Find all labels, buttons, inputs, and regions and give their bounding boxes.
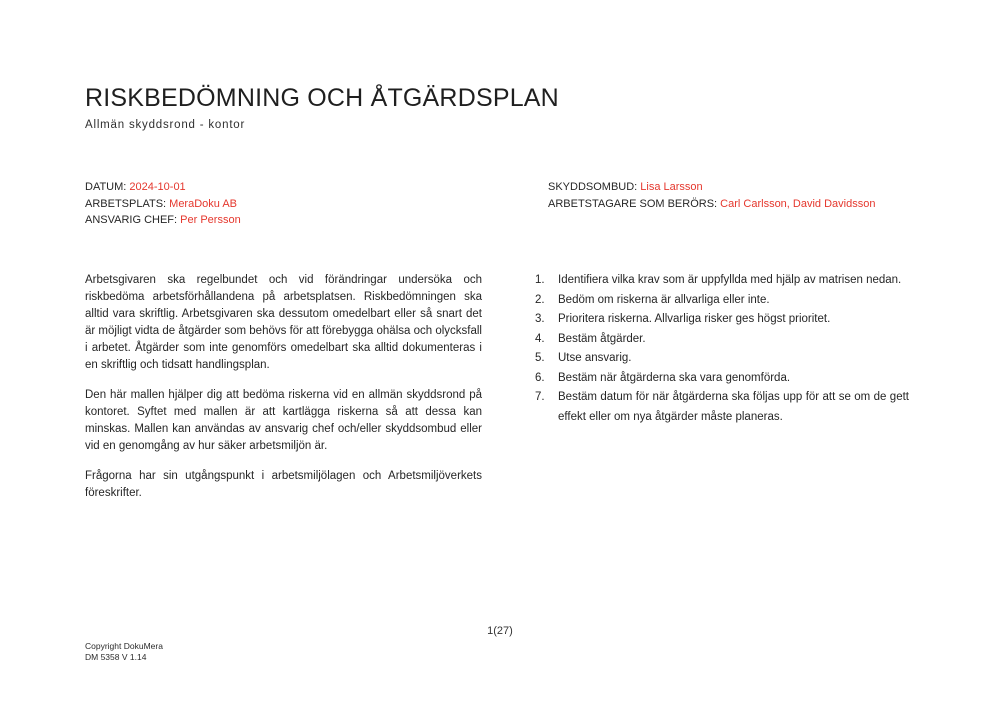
list-item	[535, 369, 909, 389]
field-arbetstagare-value: Carl Carlsson, David Davidsson	[720, 197, 876, 210]
field-ansvarig-chef-value: Per Persson	[180, 214, 241, 226]
list-item-text: Identifiera vilka krav som är uppfyllda med hjälp av matrisen nedan.	[558, 274, 902, 286]
list-item	[535, 310, 909, 330]
meta-fields-left	[85, 179, 241, 229]
list-item-text: Bestäm datum för när åtgärderna ska följas upp för att se om de gett effekt eller om nya åtgärder måste planeras.	[558, 391, 909, 423]
field-arbetsplats	[85, 196, 241, 213]
field-skyddsombud-label: SKYDDSOMBUD:	[548, 181, 641, 193]
intro-paragraph: Frågorna har sin utgångspunkt i arbetsmiljölagen och Arbetsmiljöverkets föreskrifter.	[85, 470, 482, 499]
copyright-line: Copyright DokuMera	[85, 641, 163, 651]
field-datum	[85, 179, 241, 196]
list-item-text: Utse ansvarig.	[558, 352, 632, 364]
instructions-list	[535, 271, 909, 427]
list-item-number: 5.	[535, 352, 545, 364]
field-arbetsplats-value: MeraDoku AB	[169, 197, 238, 210]
list-item-text: Bestäm åtgärder.	[558, 332, 646, 345]
list-item-number: 6.	[535, 371, 545, 384]
list-item-number: 3.	[535, 313, 545, 325]
intro-paragraph: Den här mallen hjälper dig att bedöma riskerna vid en allmän skyddsrond på kontoret. Syftet med mallen är att kartlägga riskerna så att dessa kan minskas. Mallen kan användas av ansvarig chef och/eller skyddsombud eller vid en genomgång av hur säker arbetsmiljön är.	[85, 389, 482, 452]
document-subtitle: Allmän skyddsrond - kontor	[85, 119, 246, 131]
list-item-number: 7.	[535, 391, 545, 403]
list-item-text: Bedöm om riskerna är allvarliga eller inte.	[558, 293, 770, 306]
list-item-number: 4.	[535, 332, 545, 345]
field-arbetstagare	[548, 196, 875, 213]
list-item-number: 1.	[535, 274, 545, 286]
field-ansvarig-chef-label: ANSVARIG CHEF:	[85, 214, 181, 226]
field-arbetstagare-label: ARBETSTAGARE SOM BERÖRS:	[548, 197, 721, 210]
list-item	[535, 330, 909, 350]
copyright-block	[85, 641, 163, 663]
list-item-number: 2.	[535, 293, 545, 306]
list-item	[535, 388, 909, 427]
meta-fields-right	[548, 179, 875, 212]
field-skyddsombud-value: Lisa Larsson	[640, 181, 703, 193]
field-skyddsombud	[548, 179, 875, 196]
list-item-text: Bestäm när åtgärderna ska vara genomförda.	[558, 371, 791, 384]
field-datum-value: 2024-10-01	[129, 181, 186, 193]
list-item	[535, 291, 909, 311]
document-version: DM 5358 V 1.14	[85, 652, 147, 662]
field-ansvarig-chef	[85, 212, 241, 229]
document-title: RISKBEDÖMNING OCH ÅTGÄRDSPLAN	[85, 84, 559, 112]
list-item	[535, 349, 909, 369]
intro-paragraph: Arbetsgivaren ska regelbundet och vid förändringar undersöka och riskbedöma arbetsförhållandena på arbetsplatsen. Riskbedömningen ska alltid vara skriftlig. Arbetsgivaren ska dessutom omedelbart eller så snart det är möjligt vidta de åtgärder som behövs för att förebygga ohälsa och olycksfall i arbetet. Åtgärder som inte genomförs omedelbart ska alltid dokumenteras i en skriftlig och tidsatt handlingsplan.	[85, 274, 482, 371]
field-arbetsplats-label: ARBETSPLATS:	[85, 197, 170, 210]
list-item-text: Prioritera riskerna. Allvarliga risker ges högst prioritet.	[558, 313, 831, 325]
page-number: 1(27)	[487, 625, 513, 637]
list-item	[535, 271, 909, 291]
intro-text-column	[85, 272, 482, 502]
field-datum-label: DATUM:	[85, 181, 130, 193]
